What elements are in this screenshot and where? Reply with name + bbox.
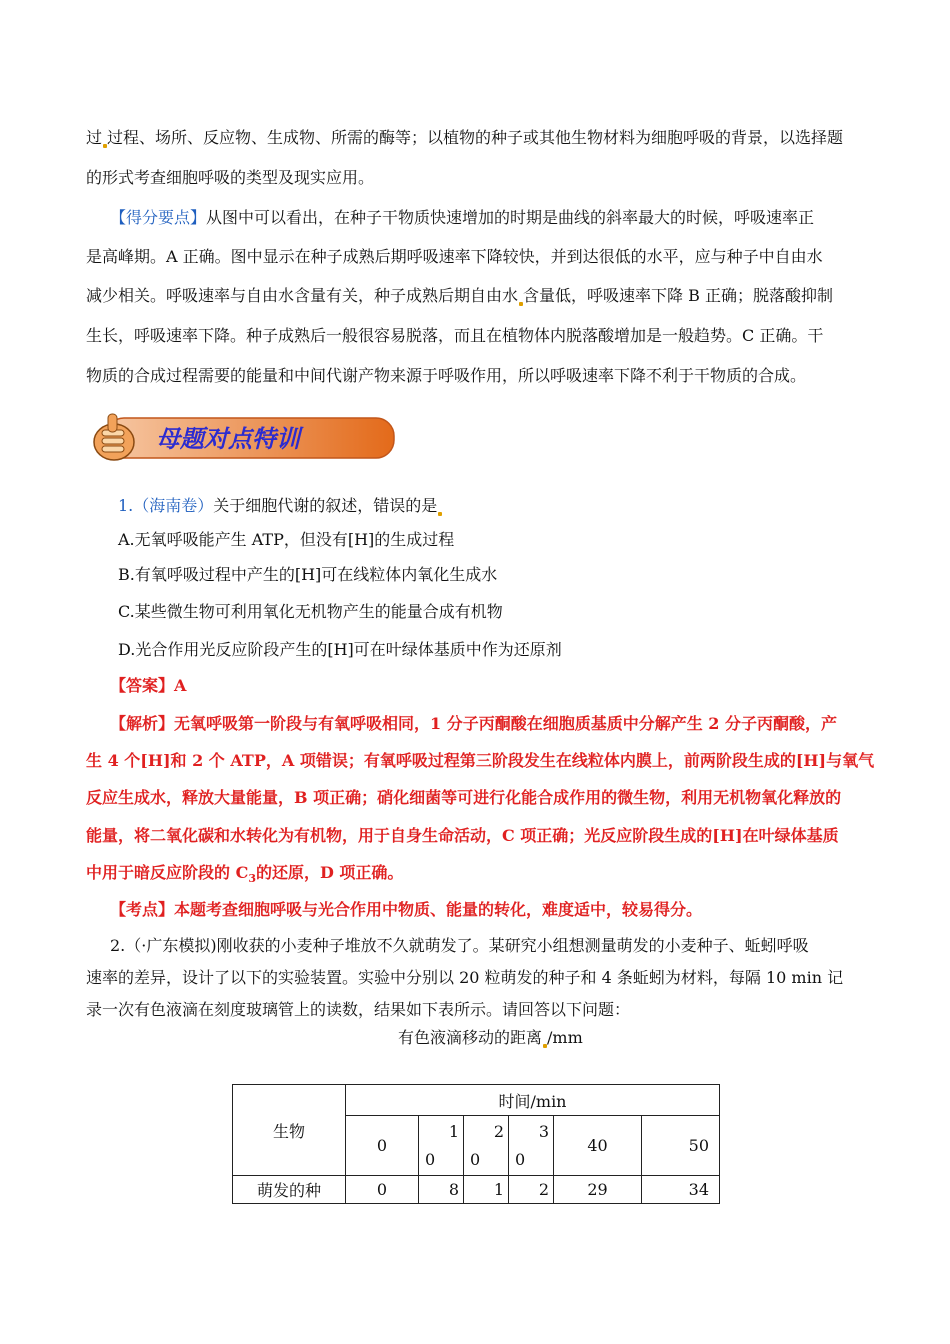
value-cell <box>642 1176 720 1204</box>
q1-analysis-line-4: 能量，将二氧化碳和水转化为有机物，用于自身生命活动，C 项正确；光反应阶段生成的[H]在叶绿体基质 <box>86 826 839 845</box>
table-row <box>233 1176 720 1204</box>
analysis-subscript: 3 <box>248 872 256 886</box>
analysis-text-5b: 的还原，D 项正确。 <box>255 863 404 882</box>
q1-option-b: B.有氧呼吸过程中产生的[H]可在线粒体内氧化生成水 <box>118 565 498 584</box>
analysis-tag: 【解析】 <box>110 714 175 733</box>
q1-exam-point <box>110 900 890 920</box>
row-label: 萌发的种 <box>256 1181 321 1200</box>
intro-line-1 <box>86 128 866 148</box>
time-cell-50 <box>642 1116 720 1176</box>
cell-value: 0 <box>376 1180 388 1199</box>
row-header-cell <box>233 1085 346 1176</box>
analysis-text-5a: 中用于暗反应阶段的 C <box>86 863 249 882</box>
key-points-tag: 【得分要点】 <box>110 208 207 227</box>
answer-value: A <box>174 676 187 695</box>
table-caption <box>398 1028 698 1048</box>
data-table <box>232 1084 720 1204</box>
q2-line-1: 2.（·广东模拟)刚收获的小麦种子堆放不久就萌发了。某研究小组想测量萌发的小麦种子、蚯蚓呼吸 <box>110 936 809 955</box>
key-points-line-4: 生长，呼吸速率下降。种子成熟后一般很容易脱落，而且在植物体内脱落酸增加是一般趋势。C 正确。干 <box>86 326 824 345</box>
key-points-line-2: 是高峰期。A 正确。图中显示在种子成熟后期呼吸速率下降较快，并到达很低的水平，应与种子中自由水 <box>86 247 823 266</box>
table-caption-unit: /mm <box>547 1028 583 1047</box>
time-cell-0 <box>346 1116 419 1176</box>
key-points-text-3a: 减少相关。呼吸速率与自由水含量有关，种子成熟后期自由水 <box>86 286 519 305</box>
cell-value: 2 <box>538 1180 549 1199</box>
table-caption-text: 有色液滴移动的距离 <box>398 1028 543 1047</box>
intro-line-1-text: 过程、场所、反应物、生成物、所需的酶等；以植物的种子或其他生物材料为细胞呼吸的背景，以选择题 <box>107 128 844 147</box>
q1-analysis-line-5 <box>86 863 866 889</box>
intro-line-1-start: 过 <box>86 128 103 147</box>
row-label-cell <box>233 1176 346 1204</box>
q1-analysis-line-1 <box>110 714 890 734</box>
answer-tag: 【答案】 <box>110 676 175 695</box>
banner-title: 母题对点特训 <box>156 424 300 453</box>
cell-value: 1 <box>493 1180 504 1199</box>
key-points-line-1 <box>110 208 890 228</box>
q1-option-d: D.光合作用光反应阶段产生的[H]可在叶绿体基质中作为还原剂 <box>118 640 562 659</box>
time-cell-20 <box>464 1116 509 1176</box>
exam-text: 本题考查细胞呼吸与光合作用中物质、能量的转化，难度适中，较易得分。 <box>174 900 703 919</box>
time-header: 时间/min <box>498 1091 567 1111</box>
time-cell-30 <box>509 1116 554 1176</box>
q1-source: （海南卷） <box>133 496 214 515</box>
time-value-top: 2 <box>493 1121 504 1141</box>
q1-number: 1. <box>118 496 134 515</box>
time-cell-10 <box>419 1116 464 1176</box>
cell-value: 8 <box>448 1180 459 1199</box>
time-value: 40 <box>587 1136 608 1155</box>
section-banner <box>86 412 398 464</box>
time-value-bottom: 0 <box>470 1149 481 1169</box>
key-points-line-3 <box>86 286 866 306</box>
time-value-bottom: 0 <box>515 1149 526 1169</box>
q2-line-2: 速率的差异，设计了以下的实验装置。实验中分别以 20 粒萌发的种子和 4 条蚯蚓为材料，每隔 10 min 记 <box>86 968 844 987</box>
time-value: 0 <box>376 1136 388 1155</box>
exam-tag: 【考点】 <box>110 900 175 919</box>
q1-answer <box>110 676 890 696</box>
q1-option-a: A.无氧呼吸能产生 ATP，但没有[H]的生成过程 <box>118 530 455 549</box>
q1-analysis-line-2: 生 4 个[H]和 2 个 ATP，A 项错误；有氧呼吸过程第三阶段发生在线粒体内膜上，前两阶段生成的[H]与氧气 <box>86 751 875 770</box>
intro-line-2: 的形式考查细胞呼吸的类型及现实应用。 <box>86 168 375 187</box>
time-value-top: 3 <box>538 1121 549 1141</box>
q2-line-3: 录一次有色液滴在刻度玻璃管上的读数，结果如下表所示。请回答以下问题： <box>86 1000 631 1019</box>
analysis-text-1: 无氧呼吸第一阶段与有氧呼吸相同，1 分子丙酮酸在细胞质基质中分解产生 2 分子丙酮酸，产 <box>174 714 837 733</box>
time-value-top: 1 <box>448 1121 459 1141</box>
key-points-text-3b: 含量低，呼吸速率下降 B 正确；脱落酸抑制 <box>523 286 833 305</box>
key-points-line-5: 物质的合成过程需要的能量和中间代谢产物来源于呼吸作用，所以呼吸速率下降不利于干物质的合成。 <box>86 366 807 385</box>
time-cell-40 <box>554 1116 642 1176</box>
cell-value: 29 <box>587 1180 608 1199</box>
value-cell <box>509 1176 554 1204</box>
value-cell <box>554 1176 642 1204</box>
mark-dot <box>438 512 442 516</box>
value-cell <box>419 1176 464 1204</box>
q1-option-c: C.某些微生物可利用氧化无机物产生的能量合成有机物 <box>118 602 503 621</box>
time-value-bottom: 0 <box>425 1149 436 1169</box>
time-value: 50 <box>688 1136 709 1155</box>
row-header: 生物 <box>272 1121 305 1141</box>
value-cell <box>346 1176 419 1204</box>
value-cell <box>464 1176 509 1204</box>
q1-analysis-line-3: 反应生成水，释放大量能量，B 项正确；硝化细菌等可进行化能合成作用的微生物，利用无机物氧化释放的 <box>86 788 842 807</box>
q1-stem <box>118 496 898 516</box>
time-header-cell <box>346 1085 720 1116</box>
cell-value: 34 <box>688 1180 709 1199</box>
q1-stem-text: 关于细胞代谢的叙述，错误的是 <box>213 496 438 515</box>
key-points-text-1: 从图中可以看出，在种子干物质快速增加的时期是曲线的斜率最大的时候，呼吸速率正 <box>206 208 815 227</box>
